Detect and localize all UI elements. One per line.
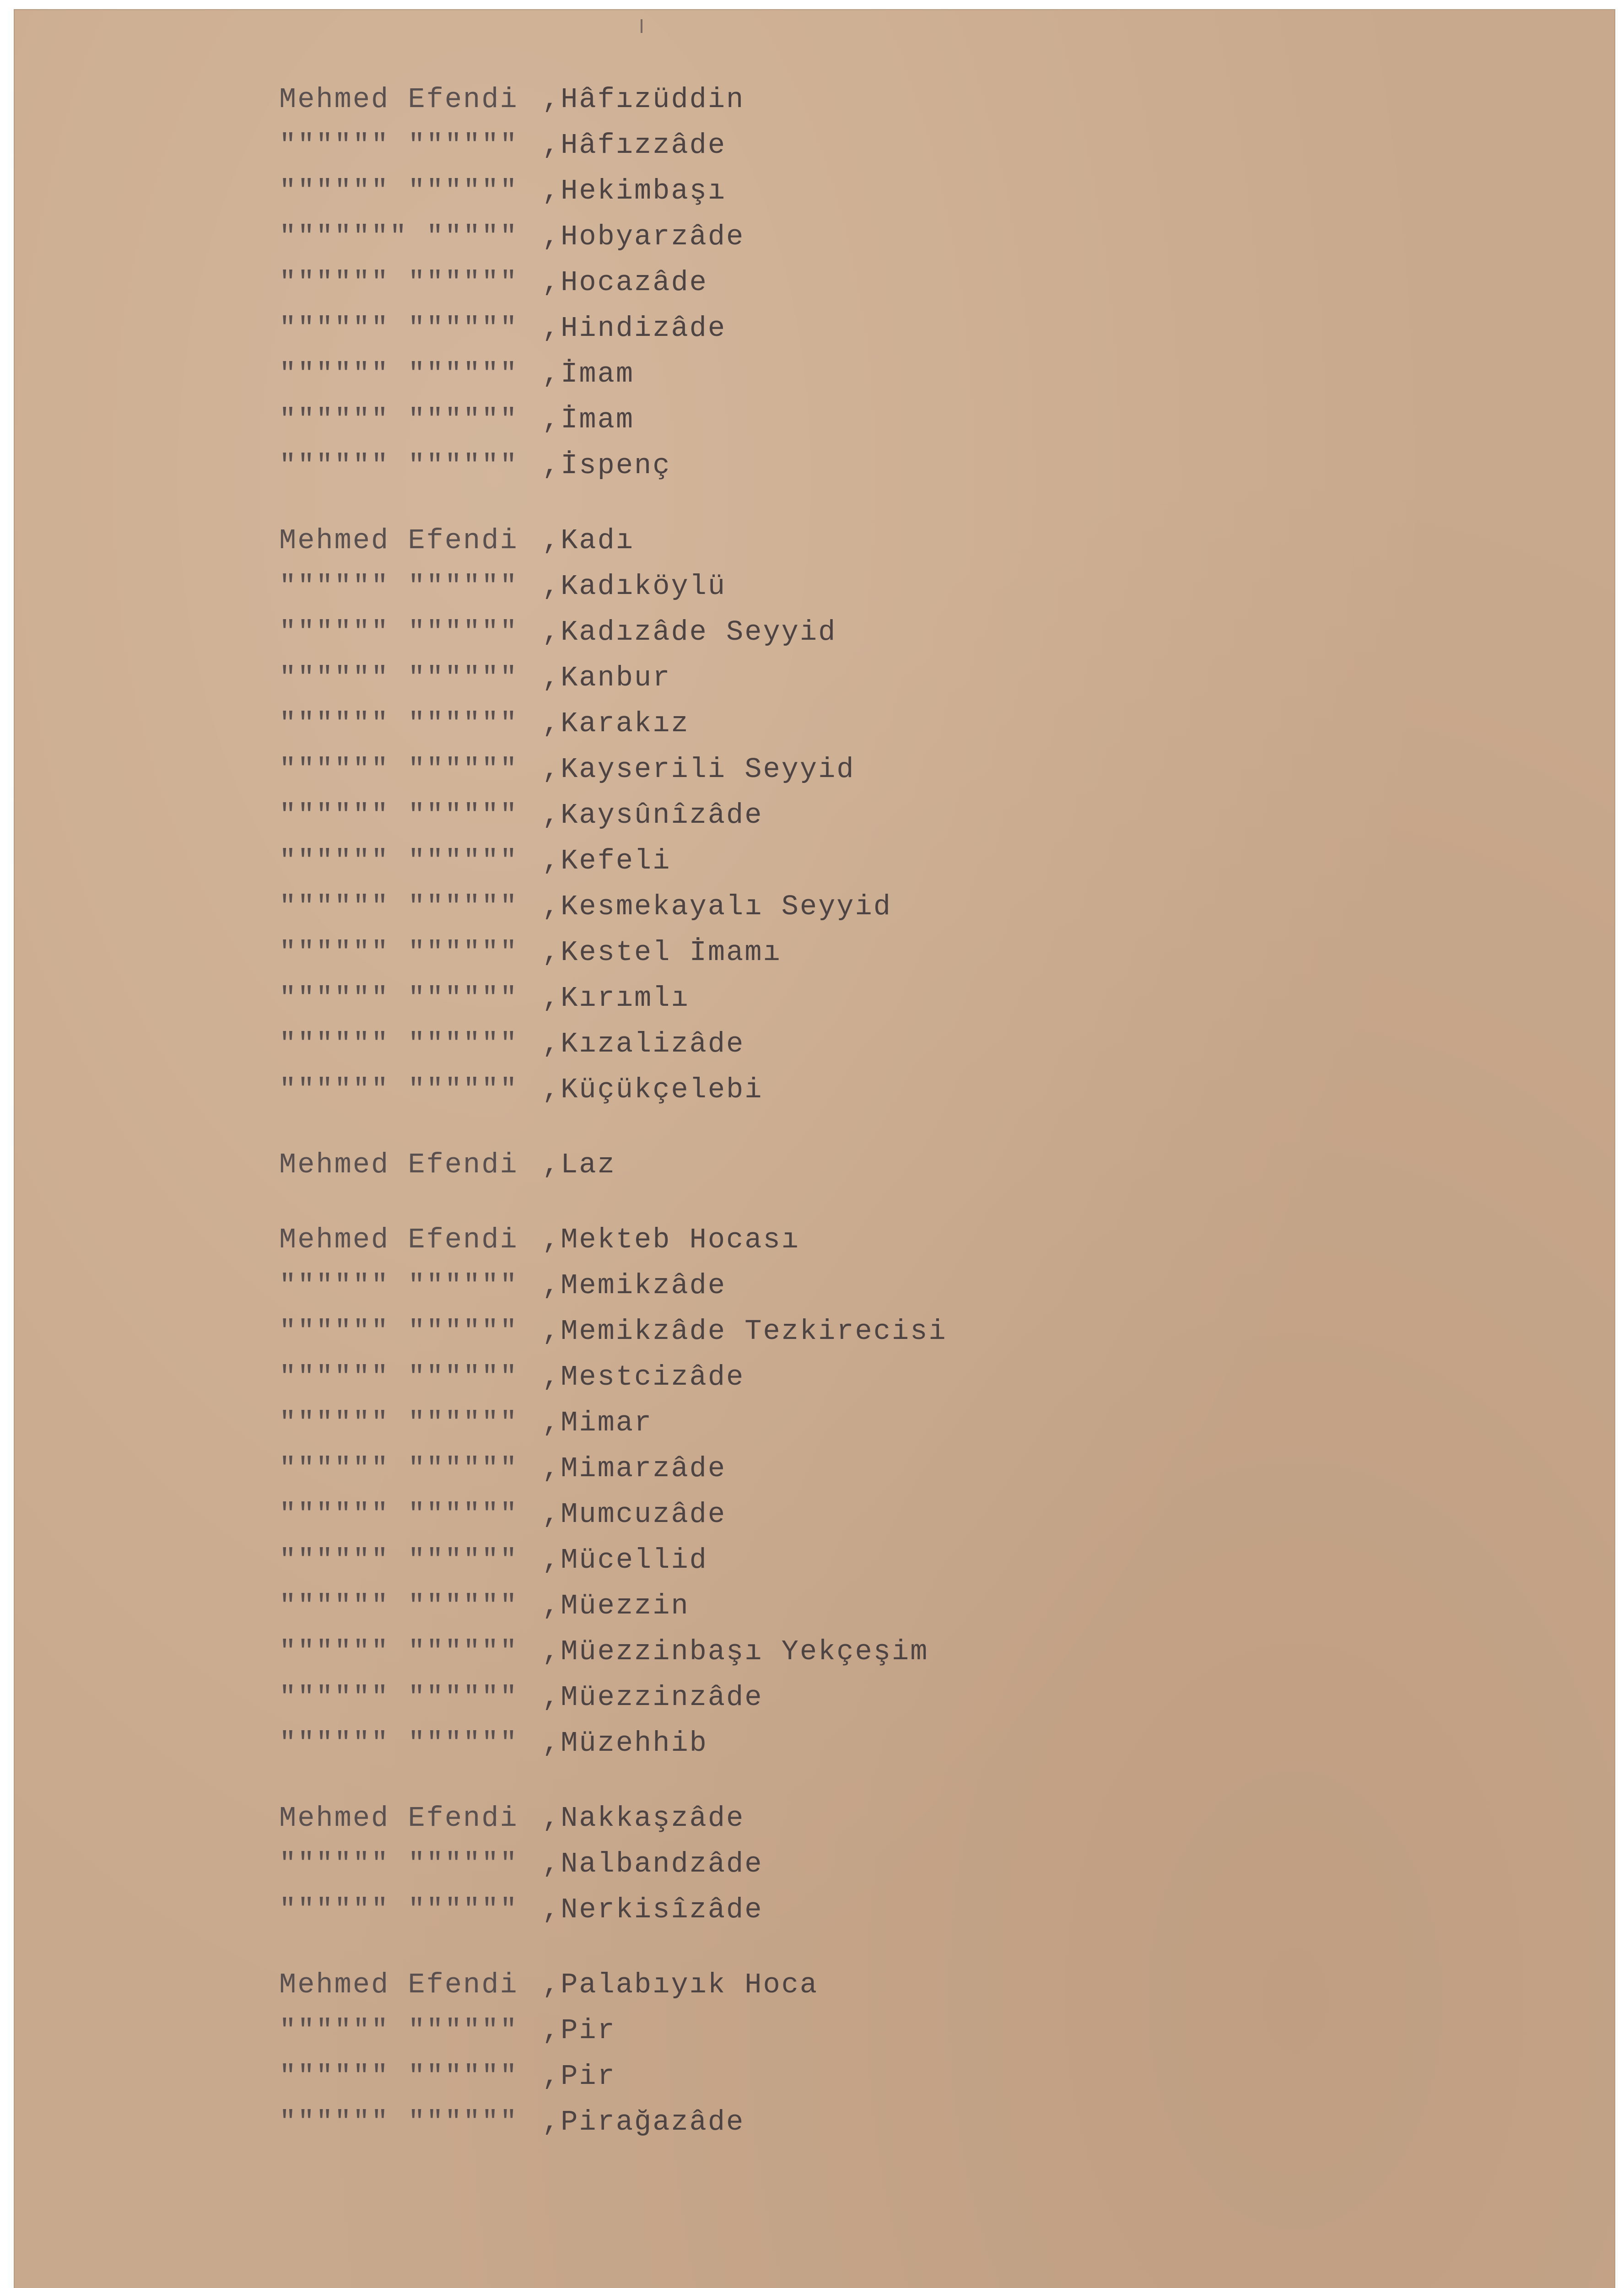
person-name: Mehmed Efendi: [279, 1224, 518, 1256]
person-name: """""" """""": [279, 2106, 518, 2138]
epithet-entry: ,Mimar: [542, 1407, 653, 1439]
list-row: [279, 701, 1377, 747]
epithet-entry: ,Mücellid: [542, 1544, 708, 1576]
person-name: """""" """""": [279, 1028, 518, 1060]
person-name: Mehmed Efendi: [279, 1802, 518, 1835]
epithet-entry: ,Müzehhib: [542, 1727, 708, 1759]
epithet-entry: ,İmam: [542, 404, 635, 436]
list-row: [279, 976, 1377, 1021]
epithet-entry: ,Pir: [542, 2014, 616, 2047]
epithet-entry: ,Nerkisîzâde: [542, 1894, 763, 1926]
name-section: [279, 1217, 1377, 1766]
list-row: [279, 1721, 1377, 1766]
person-name: """""" """""": [279, 175, 518, 207]
list-row: [279, 77, 1377, 123]
epithet-entry: ,Müezzin: [542, 1590, 690, 1622]
person-name: """""" """""": [279, 1269, 518, 1302]
epithet-entry: ,Küçükçelebi: [542, 1074, 763, 1106]
person-name: """""" """""": [279, 1590, 518, 1622]
list-row: [279, 930, 1377, 976]
list-row: [279, 793, 1377, 838]
list-row: [279, 1142, 1377, 1188]
list-row: [279, 1067, 1377, 1113]
person-name: """""" """""": [279, 1407, 518, 1439]
epithet-entry: ,Hobyarzâde: [542, 221, 745, 253]
person-name: Mehmed Efendi: [279, 1969, 518, 2001]
list-row: [279, 1354, 1377, 1400]
epithet-entry: ,Hocazâde: [542, 266, 708, 299]
person-name: """""" """""": [279, 2014, 518, 2047]
epithet-entry: ,Kestel İmamı: [542, 936, 782, 969]
person-name: """""" """""": [279, 1894, 518, 1926]
epithet-entry: ,Kesmekayalı Seyyid: [542, 890, 892, 923]
epithet-entry: ,Nakkaşzâde: [542, 1802, 745, 1835]
person-name: """""" """""": [279, 449, 518, 482]
list-row: [279, 1492, 1377, 1538]
list-row: [279, 123, 1377, 168]
epithet-entry: ,Kayserili Seyyid: [542, 753, 855, 786]
list-row: [279, 1309, 1377, 1354]
epithet-entry: ,Pir: [542, 2060, 616, 2093]
list-row: [279, 1538, 1377, 1583]
list-row: [279, 884, 1377, 930]
epithet-entry: ,Memikzâde Tezkirecisi: [542, 1315, 947, 1348]
person-name: """""" """""": [279, 312, 518, 345]
epithet-entry: ,İspenç: [542, 449, 671, 482]
epithet-entry: ,Kızalizâde: [542, 1028, 745, 1060]
epithet-entry: ,İmam: [542, 358, 635, 390]
list-row: [279, 655, 1377, 701]
epithet-entry: ,Müezzinzâde: [542, 1681, 763, 1714]
person-name: """""" """""": [279, 707, 518, 740]
person-name: """""" """""": [279, 1315, 518, 1348]
list-row: [279, 1629, 1377, 1675]
list-row: [279, 1446, 1377, 1492]
person-name: """""" """""": [279, 1361, 518, 1393]
list-row: [279, 351, 1377, 397]
list-row: [279, 260, 1377, 306]
list-row: [279, 168, 1377, 214]
list-row: [279, 838, 1377, 884]
list-row: [279, 1675, 1377, 1721]
epithet-entry: ,Kadı: [542, 524, 635, 557]
epithet-entry: ,Kefeli: [542, 845, 671, 877]
person-name: Mehmed Efendi: [279, 524, 518, 557]
name-section: [279, 1962, 1377, 2145]
person-name: """""" """""": [279, 358, 518, 390]
person-name: """""" """""": [279, 1074, 518, 1106]
list-row: [279, 1887, 1377, 1933]
person-name: """""" """""": [279, 570, 518, 603]
epithet-entry: ,Palabıyık Hoca: [542, 1969, 819, 2001]
person-name: """""" """""": [279, 662, 518, 694]
person-name: """""" """""": [279, 1727, 518, 1759]
top-mark: [641, 19, 642, 33]
list-row: [279, 306, 1377, 351]
epithet-entry: ,Memikzâde: [542, 1269, 727, 1302]
person-name: """""" """""": [279, 845, 518, 877]
person-name: """"""" """"": [279, 221, 518, 253]
epithet-entry: ,Hekimbaşı: [542, 175, 727, 207]
list-row: [279, 1962, 1377, 2008]
person-name: """""" """""": [279, 266, 518, 299]
epithet-entry: ,Kadıköylü: [542, 570, 727, 603]
epithet-entry: ,Kanbur: [542, 662, 671, 694]
list-row: [279, 518, 1377, 564]
epithet-entry: ,Mestcizâde: [542, 1361, 745, 1393]
list-row: [279, 1583, 1377, 1629]
person-name: """""" """""": [279, 799, 518, 831]
epithet-entry: ,Mumcuzâde: [542, 1498, 727, 1531]
person-name: """""" """""": [279, 1452, 518, 1485]
list-row: [279, 1217, 1377, 1263]
person-name: """""" """""": [279, 1498, 518, 1531]
list-row: [279, 2099, 1377, 2145]
list-row: [279, 2008, 1377, 2054]
epithet-entry: ,Laz: [542, 1149, 616, 1181]
person-name: """""" """""": [279, 1544, 518, 1576]
person-name: """""" """""": [279, 1848, 518, 1880]
epithet-entry: ,Kadızâde Seyyid: [542, 616, 837, 648]
epithet-entry: ,Müezzinbaşı Yekçeşim: [542, 1635, 929, 1668]
epithet-entry: ,Mekteb Hocası: [542, 1224, 800, 1256]
epithet-entry: ,Hâfızüddin: [542, 83, 745, 116]
person-name: Mehmed Efendi: [279, 1149, 518, 1181]
epithet-entry: ,Pirağazâde: [542, 2106, 745, 2138]
person-name: """""" """""": [279, 890, 518, 923]
epithet-entry: ,Kaysûnîzâde: [542, 799, 763, 831]
person-name: """""" """""": [279, 129, 518, 162]
person-name: """""" """""": [279, 753, 518, 786]
person-name: """""" """""": [279, 1635, 518, 1668]
list-row: [279, 214, 1377, 260]
name-section: [279, 1142, 1377, 1188]
person-name: """""" """""": [279, 404, 518, 436]
person-name: """""" """""": [279, 936, 518, 969]
person-name: Mehmed Efendi: [279, 83, 518, 116]
name-section: [279, 1796, 1377, 1933]
epithet-entry: ,Hindizâde: [542, 312, 727, 345]
person-name: """""" """""": [279, 616, 518, 648]
person-name: """""" """""": [279, 2060, 518, 2093]
person-name: """""" """""": [279, 1681, 518, 1714]
list-row: [279, 1400, 1377, 1446]
list-row: [279, 564, 1377, 610]
list-row: [279, 2054, 1377, 2099]
list-row: [279, 397, 1377, 443]
list-row: [279, 1263, 1377, 1309]
epithet-entry: ,Kırımlı: [542, 982, 690, 1014]
name-section: [279, 77, 1377, 489]
name-list: [279, 77, 1377, 2175]
list-row: [279, 443, 1377, 489]
epithet-entry: ,Mimarzâde: [542, 1452, 727, 1485]
list-row: [279, 610, 1377, 655]
epithet-entry: ,Hâfızzâde: [542, 129, 727, 162]
list-row: [279, 1796, 1377, 1841]
person-name: """""" """""": [279, 982, 518, 1014]
list-row: [279, 1021, 1377, 1067]
name-section: [279, 518, 1377, 1113]
paper-sheet: [14, 9, 1615, 2288]
epithet-entry: ,Karakız: [542, 707, 690, 740]
list-row: [279, 1841, 1377, 1887]
list-row: [279, 747, 1377, 793]
epithet-entry: ,Nalbandzâde: [542, 1848, 763, 1880]
